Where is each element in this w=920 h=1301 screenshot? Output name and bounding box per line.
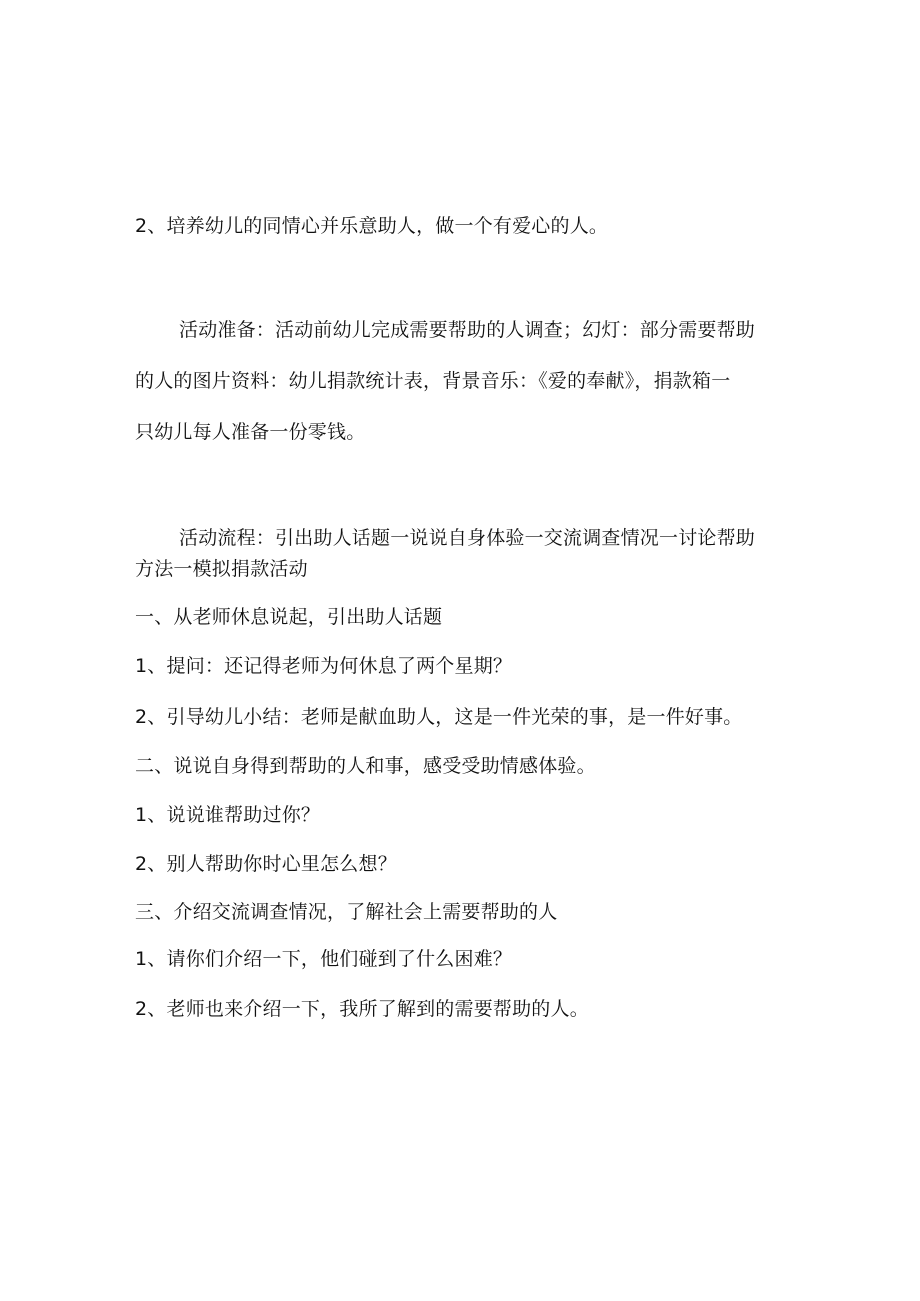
preparation-line-3: 只幼儿每人准备一份零钱。 (135, 421, 366, 443)
section-3-item-2: 2、老师也来介绍一下，我所了解到的需要帮助的人。 (135, 998, 589, 1020)
preparation-line-1: 活动准备：活动前幼儿完成需要帮助的人调查；幻灯：部分需要帮助 (179, 319, 756, 341)
section-2-item-1: 1、说说谁帮助过你？ (135, 804, 321, 826)
section-heading-1: 一、从老师休息说起，引出助人话题 (135, 606, 443, 628)
section-heading-3: 三、介绍交流调查情况，了解社会上需要帮助的人 (135, 901, 558, 923)
section-2-item-2: 2、别人帮助你时心里怎么想？ (135, 853, 397, 875)
process-line-1: 活动流程：引出助人话题一说说自身体验一交流调查情况一讨论帮助 (179, 527, 756, 549)
section-1-item-2: 2、引导幼儿小结：老师是献血助人，这是一件光荣的事，是一件好事。 (135, 706, 743, 728)
goal-item-2: 2、培养幼儿的同情心并乐意助人，做一个有爱心的人。 (135, 215, 609, 237)
section-1-item-1: 1、提问：还记得老师为何休息了两个星期？ (135, 655, 513, 677)
preparation-line-2: 的人的图片资料：幼儿捐款统计表，背景音乐：《爱的奉献》，捐款箱一 (135, 370, 731, 392)
section-heading-2: 二、说说自身得到帮助的人和事，感受受助情感体验。 (135, 755, 596, 777)
process-line-2: 方法一模拟捐款活动 (135, 558, 308, 580)
section-3-item-1: 1、请你们介绍一下，他们碰到了什么困难？ (135, 948, 513, 970)
